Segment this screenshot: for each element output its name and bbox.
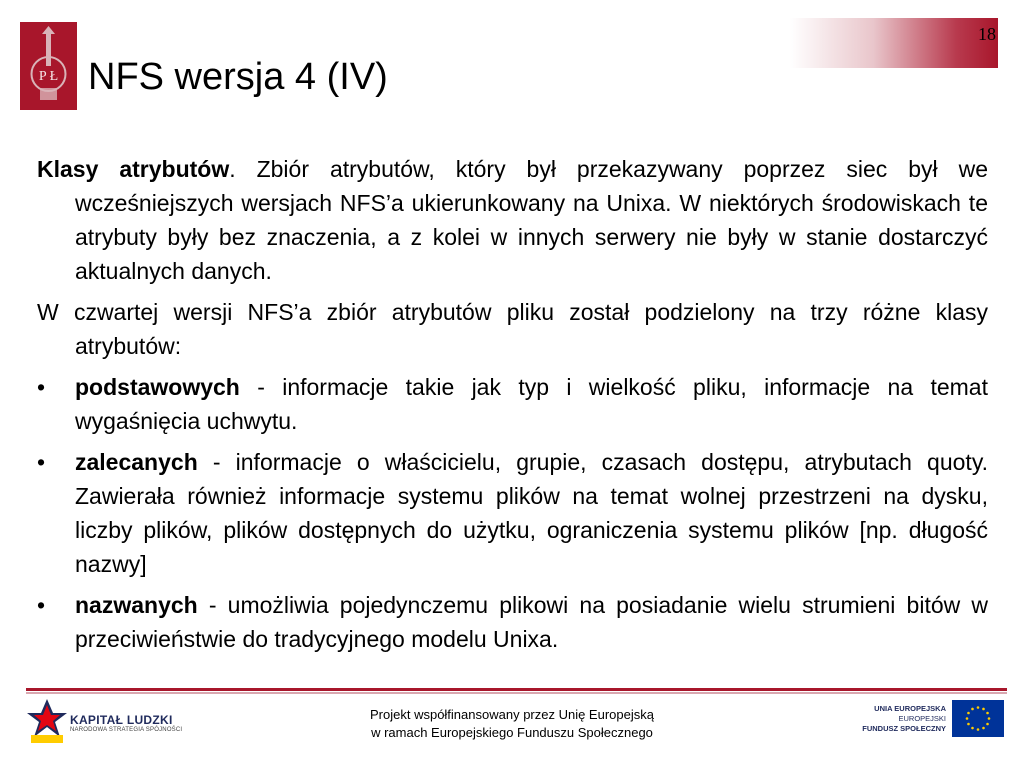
bullet-text: - informacje o właścicielu, grupie, czasach dostępu, atrybutach quoty. Zawierała również informacje systemu plików na temat wolnej przestrzeni na dysku, liczby plików, plików dostępnych do użytku, ograniczenia systemu plików [np. długość nazwy] (75, 449, 988, 577)
eu-star-icon (988, 717, 991, 720)
footer-divider (26, 688, 1007, 691)
bullet-marker: • (37, 449, 46, 475)
eu-star-icon (982, 708, 985, 711)
bullet-marker: • (37, 374, 46, 400)
bullet-term: zalecanych (75, 449, 198, 475)
kapital-ludzki-title: KAPITAŁ LUDZKI (70, 713, 173, 727)
kapital-ludzki-logo-icon (27, 697, 67, 745)
eu-star-icon (967, 723, 970, 726)
eu-label-line-3: FUNDUSZ SPOŁECZNY (862, 724, 946, 733)
kapital-ludzki-subtitle: NARODOWA STRATEGIA SPÓJNOŚCI (70, 727, 183, 733)
project-funding-line-1: Projekt współfinansowany przez Unię Europejską (370, 707, 654, 722)
eu-fund-label (842, 704, 946, 734)
university-logo (20, 22, 77, 110)
bullet-term: nazwanych (75, 592, 198, 618)
eu-flag-icon (952, 700, 1004, 737)
eu-star-icon (986, 712, 989, 715)
bullet-marker: • (37, 592, 46, 618)
eu-star-icon (971, 727, 974, 730)
project-funding-note (300, 706, 724, 742)
eu-star-icon (986, 723, 989, 726)
eu-star-icon (977, 728, 980, 731)
eu-star-icon (967, 712, 970, 715)
eu-star-icon (971, 708, 974, 711)
page-title: NFS wersja 4 (IV) (88, 56, 388, 98)
bullet-text: - informacje takie jak typ i wielkość pliku, informacje na temat wygaśnięcia uchwytu. (75, 374, 988, 434)
eu-star-icon (982, 727, 985, 730)
bullet-text: - umożliwia pojedynczemu plikowi na posiadanie wielu strumieni bitów w przeciwieństwie do tradycyjnego modelu Unixa. (75, 592, 988, 652)
eu-star-icon (977, 706, 980, 709)
eu-star-icon (966, 717, 969, 720)
bullet-item-basic (37, 370, 988, 438)
svg-text:P Ł: P Ł (38, 69, 59, 84)
bullet-term: podstawowych (75, 374, 240, 400)
page-number: 18 (978, 24, 996, 44)
paragraph-attribute-classes (37, 152, 988, 288)
paragraph-text: . Zbiór atrybutów, który był przekazywany poprzez siec był we wcześniejszych wersjach NFS’a ukierunkowany na Unixa. W niektórych środowiskach te atrybuty były bez znaczenia, a z kolei w innych serwery nie były w stanie dostarczyć aktualnych danych. (75, 156, 989, 284)
footer-divider-light (26, 692, 1007, 694)
bullet-item-recommended (37, 445, 988, 581)
eu-label-line-1: UNIA EUROPEJSKA (874, 704, 946, 713)
slide-content (37, 152, 988, 663)
university-crest-icon (20, 22, 77, 110)
project-funding-line-2: w ramach Europejskiego Funduszu Społecznego (371, 725, 653, 740)
bullet-item-named (37, 588, 988, 656)
eu-label-line-2: EUROPEJSKI (898, 714, 946, 723)
paragraph-nfs4-intro: W czwartej wersji NFS’a zbiór atrybutów pliku został podzielony na trzy różne klasy atrybutów: (37, 299, 988, 359)
paragraph-bold-lead: Klasy atrybutów (37, 156, 230, 182)
